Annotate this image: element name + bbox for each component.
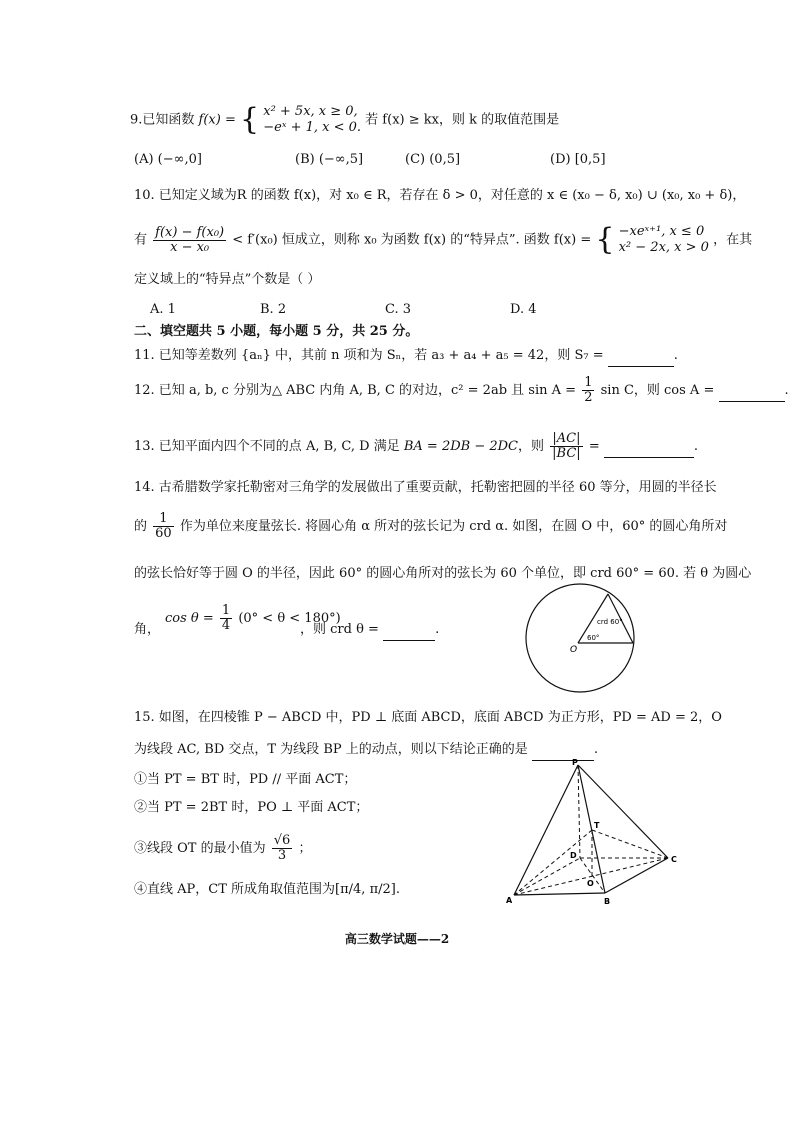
q14-line-4-prefix: 角， (134, 622, 161, 637)
q13-text: 13. 已知平面内四个不同的点 A, B, C, D 满足 (134, 439, 400, 454)
q9-case-2: −eˣ + 1, x < 0. (263, 120, 362, 135)
q10-option-b: B. 2 (260, 302, 287, 317)
q15-edge-pd (578, 765, 580, 858)
q10-case-2: x² − 2x, x > 0 (618, 240, 709, 255)
q14-chord-label: crd 60° (597, 618, 623, 626)
q14-end: . (435, 622, 440, 637)
q15-statement-1: ①当 PT = BT 时，PD // 平面 ACT； (134, 772, 357, 787)
q15-label-p: P (572, 758, 578, 767)
q15-line-1: 15. 如图，在四棱锥 P − ABCD 中，PD ⊥ 底面 ABCD，底面 ABCD 为正方形，PD = AD = 2，O (134, 710, 722, 725)
q14-frac-den: 60 (155, 526, 172, 541)
q14-line-2-a: 的 (134, 519, 148, 534)
q9-cases (263, 104, 361, 136)
q14-cos-den: 4 (221, 618, 231, 633)
q10-frac-num: f(x) − f(x₀) (155, 224, 225, 240)
q9-option-b: (B) (−∞,5] (295, 152, 364, 167)
q15-s4-b: [π/4, π/2]. (335, 882, 400, 897)
q10-line-2 (134, 224, 752, 256)
q14-center-label: O (570, 645, 578, 655)
q14-circle (526, 584, 634, 692)
q15-s3-den: 3 (277, 848, 287, 863)
q9-function: f(x) = (198, 112, 236, 128)
q9-brace: { (240, 102, 260, 137)
q12-end: . (784, 383, 789, 398)
q15-label-d: D (570, 851, 577, 860)
q10-line-1: 10. 已知定义域为R 的函数 f(x)，对 x₀ ∈ R，若存在 δ > 0，对任意的 x ∈ (x₀ − δ, x₀) ∪ (x₀, x₀ + δ)， (134, 188, 746, 203)
q10-brace: { (595, 222, 615, 257)
q14-line-4-b: ，则 crd θ = (300, 622, 379, 637)
q10-option-a: A. 1 (150, 302, 176, 317)
q12-answer-blank[interactable] (719, 381, 785, 402)
q14-circle-figure (515, 580, 645, 695)
q13-then: ，则 (518, 439, 545, 454)
q9-stem-a: 9.已知函数 (130, 112, 195, 128)
q14-cos-fraction (220, 604, 232, 633)
q10-option-d: D. 4 (510, 302, 537, 317)
q15-s4-a: ④直线 AP，CT 所成角取值范围为 (134, 882, 336, 897)
page-footer: 高三数学试题——2 (344, 932, 450, 946)
q9-option-d: (D) [0,5] (550, 152, 606, 167)
q13-vector-equation: BA = 2DB − 2DC (403, 439, 519, 454)
q10-fraction (153, 226, 226, 255)
q13-fraction (550, 432, 583, 461)
q9-case-1: x² + 5x, x ≥ 0, (263, 104, 358, 119)
q9-option-a: (A) (−∞,0] (134, 152, 202, 167)
q13-end: . (693, 439, 699, 454)
q15-statement-3 (134, 834, 311, 863)
q10-cases (619, 224, 709, 256)
q15-segment-ta (514, 830, 592, 895)
q15-label-b: B (604, 897, 611, 906)
q9-stem-b: 若 f(x) ≥ kx，则 k 的取值范围是 (365, 112, 560, 128)
q14-cos-b: (0° < θ < 180°) (238, 611, 341, 626)
q12-frac-num: 1 (584, 375, 593, 390)
q15-label-c: C (671, 855, 677, 864)
q14-cos-num: 1 (221, 603, 231, 618)
q14-angle-label: 60° (587, 634, 600, 642)
section-2-heading: 二、填空题共 5 小题，每小题 5 分，共 25 分。 (134, 324, 419, 339)
q11-end: . (673, 348, 678, 363)
q15-label-t: T (594, 821, 600, 830)
q13-frac-den: |BC| (552, 446, 581, 461)
q10-suffix: ，在其 (713, 232, 753, 248)
q15-edge-ab (514, 893, 605, 895)
q15-s3-a: ③线段 OT 的最小值为 (134, 841, 266, 856)
q15-s3-fraction (272, 834, 293, 863)
q14-line-2-b: 作为单位来度量弦长. 将圆心角 α 所对的弦长记为 crd α. 如图，在圆 O 中，60° 的圆心角所对 (179, 519, 728, 534)
q14-line-3: 的弦长恰好等于圆 O 的半径，因此 60° 的圆心角所对的弦长为 60 个单位，即 crd 60° = 60. 若 θ 为圆心 (134, 566, 752, 581)
q15-edge-ad (514, 858, 580, 895)
q12-text-b: sin C，则 cos A = (600, 383, 715, 398)
q14-line-2 (134, 512, 727, 541)
q15-pyramid-figure (500, 755, 690, 910)
q13-frac-num: |AC| (550, 432, 583, 447)
q14-answer-blank[interactable] (383, 620, 435, 641)
q9-stem (130, 104, 559, 136)
q10-prefix: 有 (134, 232, 148, 248)
q12 (134, 376, 789, 405)
q14-fraction (153, 512, 174, 541)
q12-frac-den: 2 (584, 390, 593, 405)
q11-text: 11. 已知等差数列 {aₙ} 中，其前 n 项和为 Sₙ，若 a₃ + a₄ + a₅ = 42，则 S₇ = (134, 348, 604, 363)
q15-segment-tc (592, 830, 668, 858)
q15-line-2-text: 为线段 AC, BD 交点，T 为线段 BP 上的动点，则以下结论正确的是 (134, 742, 528, 757)
q15-s3-num: √6 (273, 833, 291, 848)
q13-eq: = (588, 439, 600, 454)
q15-s3-b: ； (298, 841, 312, 856)
q10-mid: < f′(x₀) 恒成立，则称 x₀ 为函数 f(x) 的“特异点”. 函数 f(x) = (232, 232, 592, 248)
q13 (134, 432, 698, 461)
q11-answer-blank[interactable] (608, 346, 674, 367)
q11 (134, 346, 678, 367)
q15-diagonal-ac (514, 858, 668, 895)
q12-fraction (582, 376, 594, 405)
q10-line-3: 定义域上的“特异点”个数是（ ） (134, 272, 321, 287)
q12-text-a: 12. 已知 a, b, c 分别为△ ABC 内角 A, B, C 的对边，c² = 2ab 且 sin A = (134, 383, 577, 398)
q14-frac-num: 1 (153, 512, 174, 527)
q14-line-4 (300, 620, 439, 641)
q15-statement-2: ②当 PT = 2BT 时，PO ⊥ 平面 ACT； (134, 800, 369, 815)
q15-edge-pa (514, 765, 578, 895)
q10-case-1: −xeˣ⁺¹, x ≤ 0 (618, 224, 705, 239)
q14-line-1: 14. 古希腊数学家托勒密对三角学的发展做出了重要贡献，托勒密把圆的半径 60 等分，用圆的半径长 (134, 480, 717, 495)
q15-statement-4 (134, 880, 400, 900)
q10-frac-den: x − x₀ (170, 239, 210, 255)
q15-end: . (593, 742, 599, 757)
q9-option-c: (C) (0,5] (405, 152, 461, 167)
q15-label-a: A (506, 896, 513, 905)
q15-edge-bc (605, 858, 668, 893)
q10-option-c: C. 3 (385, 302, 412, 317)
q15-label-o: O (587, 879, 594, 888)
q13-answer-blank[interactable] (604, 437, 694, 458)
q14-cos-a: cos θ = (165, 611, 214, 626)
